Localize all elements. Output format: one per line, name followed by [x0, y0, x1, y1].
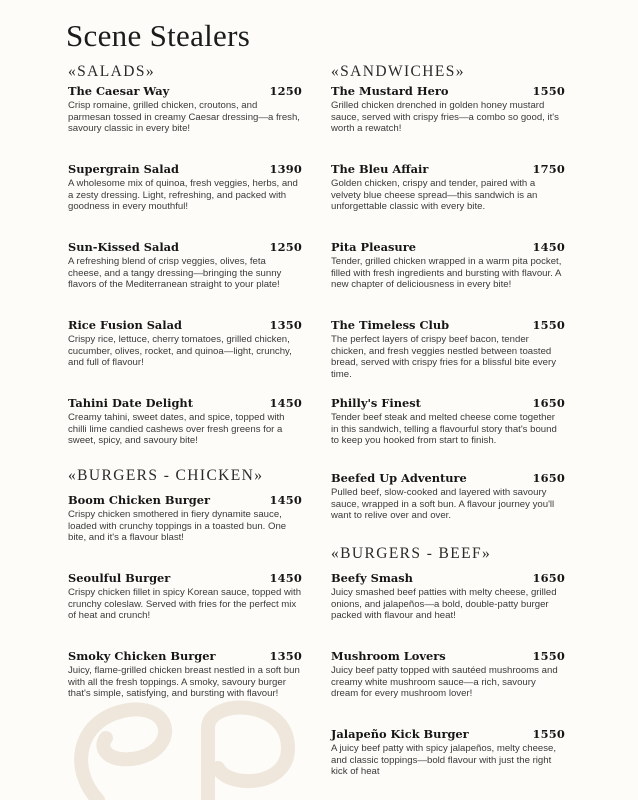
item-name: The Caesar Way [68, 84, 170, 98]
item-price: 1350 [269, 318, 302, 332]
section-salads [68, 62, 302, 82]
section-title: «SANDWICHES» [331, 63, 465, 80]
section-burgers-chicken [68, 466, 302, 486]
item-price: 1450 [269, 571, 302, 585]
menu-item[interactable] [331, 471, 565, 522]
item-description: The perfect layers of crispy beef bacon, tender chicken, and fresh veggies nestled between toasted bread, served with crispy fries for a blissful bite every time. [331, 334, 557, 380]
item-name: Supergrain Salad [68, 162, 179, 176]
menu-item[interactable] [331, 649, 565, 700]
item-name: Beefy Smash [331, 571, 413, 585]
item-price: 1450 [269, 396, 302, 410]
item-price: 1250 [269, 84, 302, 98]
menu-item[interactable] [331, 727, 565, 778]
item-name: Jalapeño Kick Burger [331, 727, 469, 741]
item-name: The Mustard Hero [331, 84, 449, 98]
item-description: Pulled beef, slow-cooked and layered with savoury sauce, wrapped in a soft bun. A flavour journey you'll want to relive over and over. [331, 487, 555, 522]
menu-item[interactable] [68, 162, 302, 213]
item-name: Boom Chicken Burger [68, 493, 210, 507]
item-description: Juicy beef patty topped with sautéed mushrooms and creamy white mushroom sauce—a rich, savoury dream for every mushroom lover! [331, 665, 558, 700]
item-name: Smoky Chicken Burger [68, 649, 216, 663]
menu-item[interactable] [331, 571, 565, 622]
menu-item[interactable] [68, 493, 302, 544]
item-name: Beefed Up Adventure [331, 471, 467, 485]
section-sandwiches [331, 62, 565, 82]
item-name: Mushroom Lovers [331, 649, 446, 663]
menu-item[interactable] [331, 84, 565, 135]
item-price: 1250 [269, 240, 302, 254]
menu-item[interactable] [68, 240, 302, 291]
item-name: Philly's Finest [331, 396, 421, 410]
item-description: Juicy smashed beef patties with melty cheese, grilled onions, and jalapeños—a bold, double-patty burger packed with flavour and heat! [331, 587, 557, 622]
item-description: Grilled chicken drenched in golden honey mustard sauce, served with crispy fries—a combo so good, it's worth a rewatch! [331, 100, 559, 135]
item-description: Juicy, flame-grilled chicken breast nestled in a soft bun with all the fresh toppings. A smoky, savoury burger that's simple, satisfying, and bursting with flavour! [68, 665, 300, 700]
menu-item[interactable] [331, 396, 565, 447]
item-price: 1550 [532, 649, 565, 663]
section-title: «BURGERS - BEEF» [331, 545, 492, 562]
item-price: 1650 [532, 571, 565, 585]
item-description: Golden chicken, crispy and tender, paired with a velvety blue cheese spread—this sandwich is an unforgettable classic with every bite. [331, 178, 538, 213]
menu-item[interactable] [68, 318, 302, 369]
item-description: A refreshing blend of crisp veggies, olives, feta cheese, and a tangy dressing—bringing the sunny flavors of the Mediterranean straight to your plate! [68, 256, 282, 291]
menu-item[interactable] [331, 318, 565, 380]
item-price: 1550 [532, 84, 565, 98]
item-price: 1650 [532, 471, 565, 485]
item-price: 1650 [532, 396, 565, 410]
section-burgers-beef [331, 544, 565, 564]
menu-item[interactable] [68, 571, 302, 622]
item-description: Crisp romaine, grilled chicken, croutons, and parmesan tossed in creamy Caesar dressing—a fresh, savoury classic in every bite! [68, 100, 300, 135]
ep-monogram-icon [58, 688, 318, 800]
menu-item[interactable] [68, 649, 302, 700]
item-description: Tender beef steak and melted cheese come together in this sandwich, telling a flavourful story that's bound to keep you hooked from start to finish. [331, 412, 557, 447]
item-price: 1750 [532, 162, 565, 176]
item-name: The Timeless Club [331, 318, 450, 332]
item-description: Tender, grilled chicken wrapped in a warm pita pocket, filled with fresh ingredients and bursting with flavour. A new chapter of deliciousness in every bite! [331, 256, 562, 291]
item-description: Crispy rice, lettuce, cherry tomatoes, grilled chicken, cucumber, olives, rocket, and quinoa—light, crunchy, and full of flavour! [68, 334, 292, 369]
item-description: A juicy beef patty with spicy jalapeños, melty cheese, and classic toppings—bold flavour with just the right kick of heat [331, 743, 557, 778]
item-name: Seoulful Burger [68, 571, 171, 585]
section-title: «SALADS» [68, 63, 155, 80]
item-name: Tahini Date Delight [68, 396, 193, 410]
item-description: A wholesome mix of quinoa, fresh veggies, herbs, and a zesty dressing. Light, refreshing, and packed with goodness in every mouthful! [68, 178, 298, 213]
section-title: «BURGERS - CHICKEN» [68, 467, 264, 484]
menu-item[interactable] [68, 396, 302, 447]
item-price: 1450 [532, 240, 565, 254]
item-description: Creamy tahini, sweet dates, and spice, topped with chilli lime candied cashews over fresh greens for a sweet, spicy, and savoury bite! [68, 412, 285, 447]
menu-item[interactable] [68, 84, 302, 135]
item-description: Crispy chicken fillet in spicy Korean sauce, topped with crunchy coleslaw. Served with fries for the perfect mix of heat and crunch! [68, 587, 302, 622]
item-price: 1550 [532, 727, 565, 741]
page-title: Scene Stealers [66, 18, 251, 53]
item-price: 1450 [269, 493, 302, 507]
menu-item[interactable] [331, 162, 565, 213]
item-price: 1350 [269, 649, 302, 663]
item-name: Rice Fusion Salad [68, 318, 182, 332]
item-name: Pita Pleasure [331, 240, 416, 254]
item-name: The Bleu Affair [331, 162, 429, 176]
item-price: 1390 [269, 162, 302, 176]
menu-item[interactable] [331, 240, 565, 291]
item-price: 1550 [532, 318, 565, 332]
item-name: Sun-Kissed Salad [68, 240, 180, 254]
item-description: Crispy chicken smothered in fiery dynamite sauce, loaded with crunchy toppings in a toasted bun. One bite, and it's a flavour blast! [68, 509, 287, 544]
